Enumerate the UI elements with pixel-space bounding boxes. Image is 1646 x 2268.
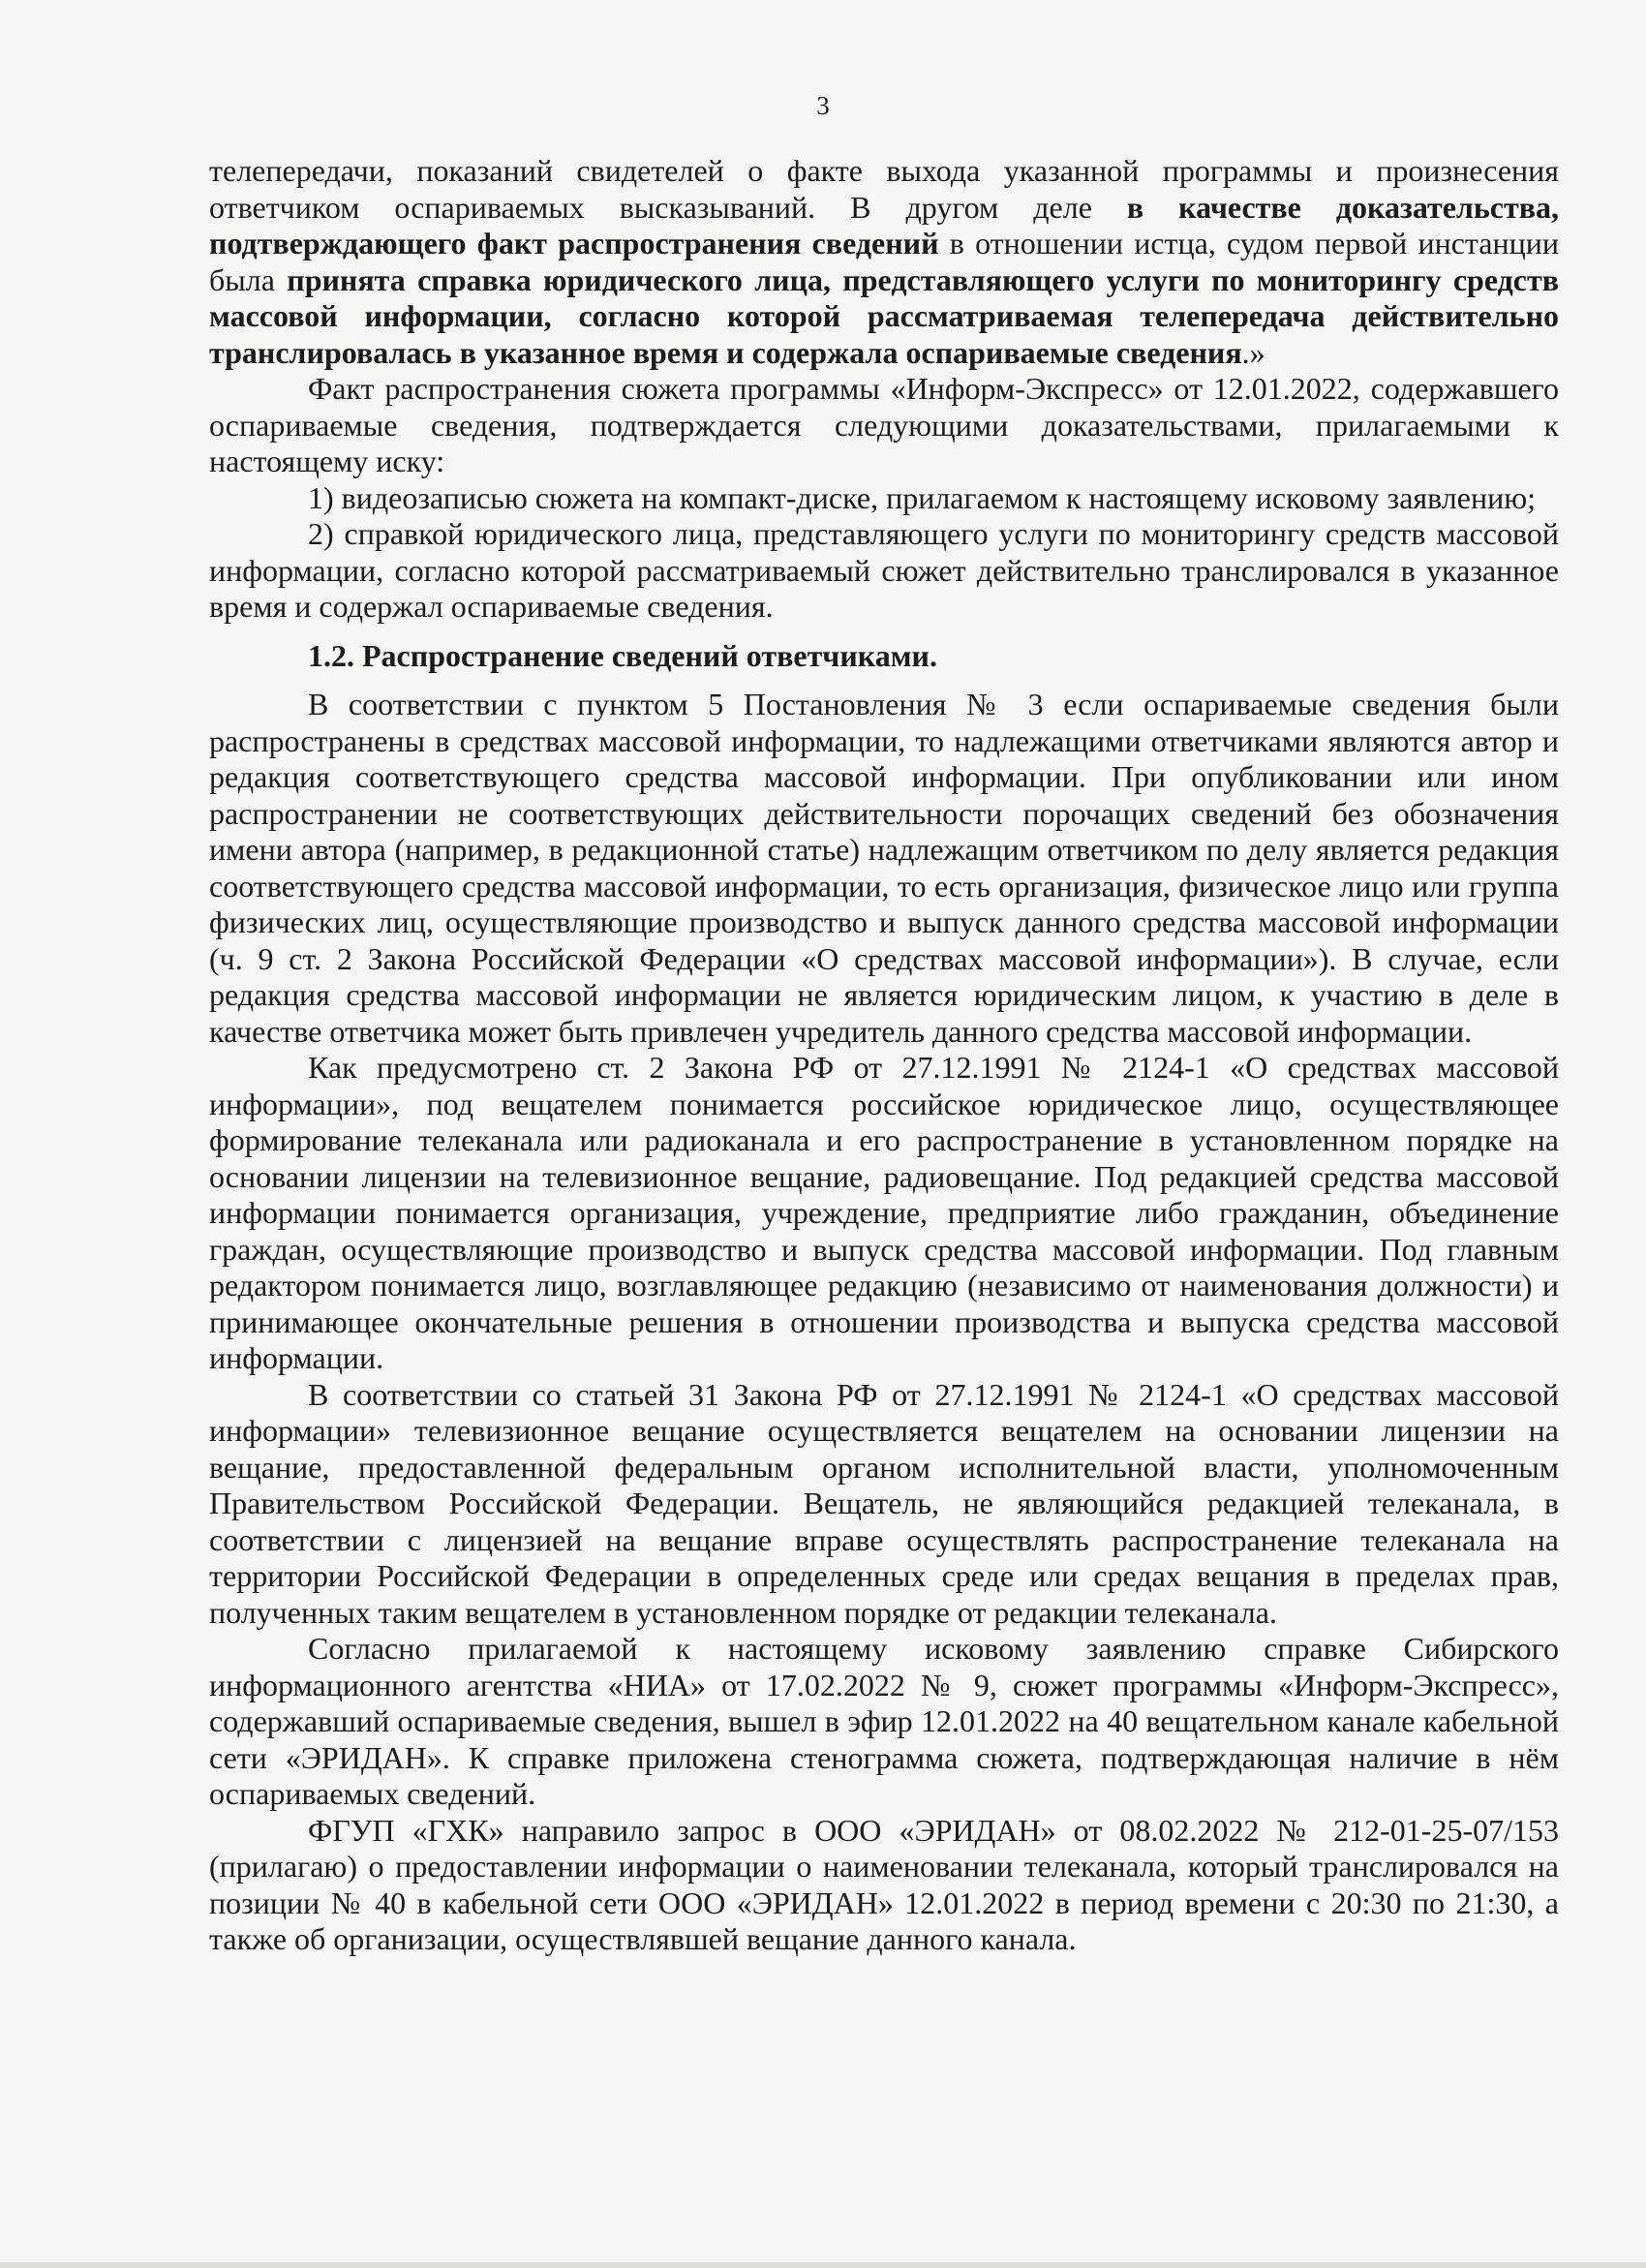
list-item-evidence-2: 2) справкой юридического лица, представляющего услуги по мониторингу средств массовой информации, согласно которой рассматриваемый сюжет действительно транслировался в указанное время и содержал оспариваемые сведения.	[209, 516, 1559, 624]
paragraph-text: телепередачи, показаний свидетелей о факте выхода указанной программы и произнесения ответчиком оспариваемых высказываний. В другом деле	[209, 153, 1559, 225]
paragraph-broadcaster-definition: Как предусмотрено ст. 2 Закона РФ от 27.12.1991 № 2124-1 «О средствах массовой информации», под вещателем понимается российское юридическое лицо, осуществляющее формирование телеканала или радиоканала и его распространение в установленном порядке на основании лицензии на телевизионное вещание, радиовещание. Под редакцией средства массовой информации понимается организация, учреждение, предприятие либо гражданин, объединение граждан, осуществляющие производство и выпуск средства массовой информации. Под главным редактором понимается лицо, возглавляющее редакцию (независимо от наименования должности) и принимающее окончательные решения в отношении производства и выпуска средства массовой информации.	[209, 1050, 1559, 1375]
paragraph-continuation	[209, 153, 1559, 371]
paragraph-broadcasting-license: В соответствии со статьей 31 Закона РФ от 27.12.1991 № 2124-1 «О средствах массовой информации» телевизионное вещание осуществляется вещателем на основании лицензии на вещание, предоставленной федеральным органом исполнительной власти, уполномоченным Правительством Российской Федерации. Вещатель, не являющийся редакцией телеканала, в соответствии с лицензией на вещание вправе осуществлять распространение телеканала на территории Российской Федерации в определенных среде или средах вещания в пределах прав, полученных таким вещателем в установленном порядке от редакции телеканала.	[209, 1376, 1559, 1630]
paragraph-text: в отношении истца, судом первой инстанции была	[209, 226, 1560, 297]
section-heading: 1.2. Распространение сведений ответчиками.	[308, 637, 937, 673]
list-item-evidence-1: 1) видеозаписью сюжета на компакт-диске, прилагаемом к настоящему исковому заявлению;	[308, 479, 1537, 515]
paragraph-text: .»	[1241, 334, 1265, 370]
paragraph-eridan-request: ФГУП «ГХК» направило запрос в ООО «ЭРИДАН» от 08.02.2022 № 212-01-25-07/153 (прилагаю) о предоставлении информации о наименовании телеканала, который транслировался на позиции № 40 в кабельной сети ООО «ЭРИДАН» 12.01.2022 в период времени с 20:30 по 21:30, а также об организации, осуществлявшей вещание данного канала.	[209, 1812, 1559, 1956]
document-body	[209, 153, 1559, 1958]
paragraph-nia-certificate: Согласно прилагаемой к настоящему исковому заявлению справке Сибирского информационного агентства «НИА» от 17.02.2022 № 9, сюжет программы «Информ-Экспресс», содержавший оспариваемые сведения, вышел в эфир 12.01.2022 на 40 вещательном канале кабельной сети «ЭРИДАН». К справке приложена стенограмма сюжета, подтверждающая наличие в нём оспариваемых сведений.	[209, 1631, 1559, 1811]
scan-bottom-edge	[0, 2262, 1646, 2268]
bold-text: принята справка юридического лица, представляющего услуги по мониторингу средств массовой информации, согласно которой рассматриваемая телепередача действительно транслировалась в указанное время и содержала оспариваемые сведения	[209, 261, 1560, 370]
page-number: 3	[816, 91, 830, 120]
paragraph-defendants: В соответствии с пунктом 5 Постановления № 3 если оспариваемые сведения были распространены в средствах массовой информации, то надлежащими ответчиками являются автор и редакция соответствующего средства массовой информации. При опубликовании или ином распространении не соответствующих действительности порочащих сведений без обозначения имени автора (например, в редакционной статье) надлежащим ответчиком по делу является редакция соответствующего средства массовой информации, то есть организация, физическое лицо или группа физических лиц, осуществляющие производство и выпуск данного средства массовой информации (ч. 9 ст. 2 Закона Российской Федерации «О средствах массовой информации»). В случае, если редакция средства массовой информации не является юридическим лицом, к участию в деле в качестве ответчика может быть привлечен учредитель данного средства массовой информации.	[209, 687, 1559, 1049]
bold-text: в качестве доказательства, подтверждающего факт распространения сведений	[209, 189, 1560, 261]
paragraph-fact: Факт распространения сюжета программы «Информ-Экспресс» от 12.01.2022, содержавшего оспариваемые сведения, подтверждается следующими доказательствами, прилагаемыми к настоящему иску:	[209, 371, 1559, 478]
